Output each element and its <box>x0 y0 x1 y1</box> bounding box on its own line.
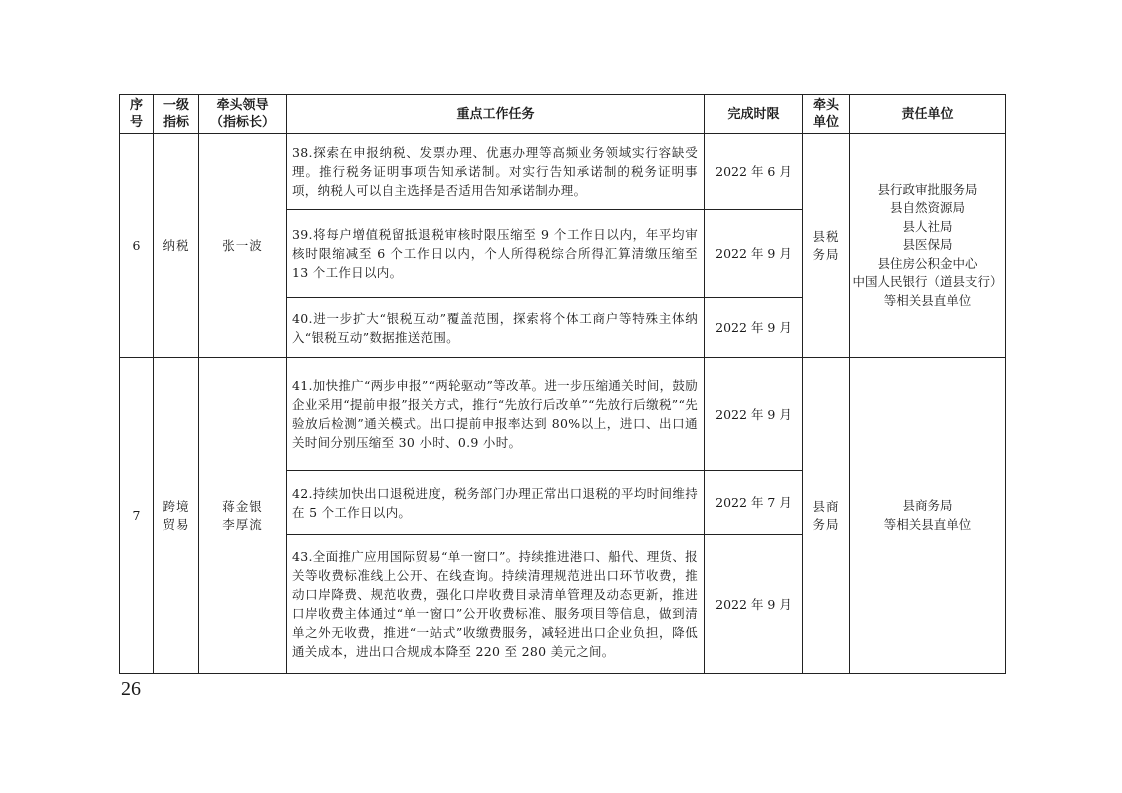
task-cell: 42.持续加快出口退税进度，税务部门办理正常出口退税的平均时间维持在 5 个工作日以内。 <box>287 471 705 535</box>
task-cell: 41.加快推广“两步申报”“两轮驱动”等改革。进一步压缩通关时间，鼓励企业采用“提前申报”报关方式，推行“先放行后改单”“先放行后缴税”“先验放后检测”通关模式。出口提前申报率达到 80%以上，进口、出口通关时间分别压缩至 30 小时、0.9 小时。 <box>287 358 705 471</box>
header-task: 重点工作任务 <box>287 95 705 134</box>
leader-cell: 蒋金银 李厚流 <box>199 358 287 674</box>
deadline-cell: 2022 年 6 月 <box>705 134 803 210</box>
table-row <box>120 358 1006 471</box>
indicator-cell: 纳税 <box>154 134 199 358</box>
header-deadline: 完成时限 <box>705 95 803 134</box>
header-responsible: 责任单位 <box>850 95 1006 134</box>
responsible-cell: 县行政审批服务局 县自然资源局 县人社局 县医保局 县住房公积金中心 中国人民银行（道县支行） 等相关县直单位 <box>850 134 1006 358</box>
responsible-cell: 县商务局 等相关县直单位 <box>850 358 1006 674</box>
lead-unit-cell: 县税 务局 <box>803 134 850 358</box>
task-cell: 38.探索在申报纳税、发票办理、优惠办理等高频业务领域实行容缺受理。推行税务证明事项告知承诺制。对实行告知承诺制的税务证明事项，纳税人可以自主选择是否适用告知承诺制办理。 <box>287 134 705 210</box>
deadline-cell: 2022 年 9 月 <box>705 210 803 298</box>
header-seq: 序号 <box>120 95 154 134</box>
header-level1: 一级指标 <box>154 95 199 134</box>
header-row <box>120 95 1006 134</box>
task-table <box>119 94 1006 674</box>
deadline-cell: 2022 年 9 月 <box>705 298 803 358</box>
seq-cell: 6 <box>120 134 154 358</box>
task-cell: 43.全面推广应用国际贸易“单一窗口”。持续推进港口、船代、理货、报关等收费标准线上公开、在线查询。持续清理规范进出口环节收费，推动口岸降费、规范收费，强化口岸收费目录清单管理及动态更新，推进口岸收费主体通过“单一窗口”公开收费标准、服务项目等信息，做到清单之外无收费，推进“一站式”收缴费服务，减轻进出口企业负担，降低通关成本，进出口合规成本降至 220 至 280 美元之间。 <box>287 535 705 674</box>
table-row <box>120 134 1006 210</box>
lead-unit-cell: 县商 务局 <box>803 358 850 674</box>
header-lead-unit: 牵头单位 <box>803 95 850 134</box>
deadline-cell: 2022 年 9 月 <box>705 358 803 471</box>
deadline-cell: 2022 年 7 月 <box>705 471 803 535</box>
task-cell: 39.将每户增值税留抵退税审核时限压缩至 9 个工作日以内，年平均审核时限缩减至 6 个工作日以内，个人所得税综合所得汇算清缴压缩至 13 个工作日以内。 <box>287 210 705 298</box>
header-leader: 牵头领导（指标长） <box>199 95 287 134</box>
seq-cell: 7 <box>120 358 154 674</box>
page-number: 26 <box>121 678 141 700</box>
leader-cell: 张一波 <box>199 134 287 358</box>
indicator-cell: 跨境 贸易 <box>154 358 199 674</box>
deadline-cell: 2022 年 9 月 <box>705 535 803 674</box>
task-cell: 40.进一步扩大“银税互动”覆盖范围，探索将个体工商户等特殊主体纳入“银税互动”数据推送范围。 <box>287 298 705 358</box>
